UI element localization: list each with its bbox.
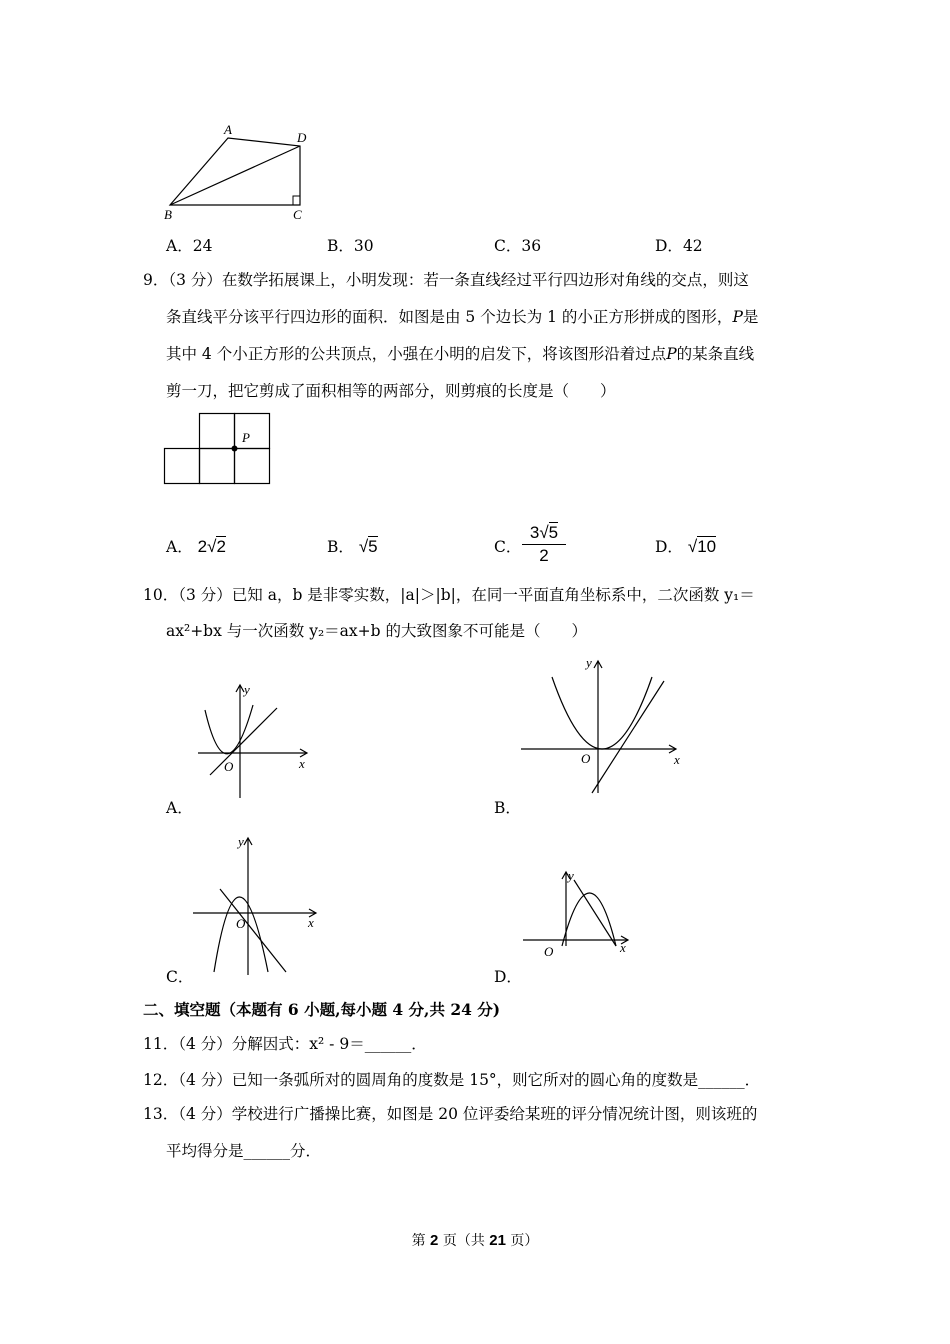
q10-graph-d xyxy=(520,866,640,966)
q10-option-a[interactable]: A． xyxy=(166,799,193,817)
q9-option-c-num-coef: 3 xyxy=(529,523,540,542)
q8-option-d-label: D． xyxy=(655,237,683,255)
q12-text: 已知一条弧所对的圆周角的度数是 15°，则它所对的圆心角的度数是______． xyxy=(231,1071,761,1089)
q9-number: 9． xyxy=(143,271,169,289)
q10-c-line xyxy=(220,889,286,972)
q10-line1 xyxy=(143,585,755,605)
q9-option-a-radicand: 2 xyxy=(216,537,226,556)
q8-option-c[interactable] xyxy=(494,236,541,256)
q10-c-x-label: x xyxy=(308,915,314,930)
q8-label-d: D xyxy=(297,130,307,145)
q8-right-angle-mark xyxy=(293,196,300,205)
q13-line2 xyxy=(166,1141,321,1161)
q9-option-b-radicand: 5 xyxy=(368,537,378,556)
section2-title: 二、填空题（本题有 6 小题,每小题 4 分,共 24 分) xyxy=(143,1000,501,1019)
q8-option-c-label: C． xyxy=(494,237,522,255)
footer-pre: 第 xyxy=(411,1233,431,1249)
footer-total-pages: 21 xyxy=(489,1232,506,1249)
q8-label-b: B xyxy=(164,207,172,222)
q9-option-c-fraction xyxy=(522,522,566,567)
q9-point-p-1: P xyxy=(732,308,743,326)
q10-option-d[interactable]: D． xyxy=(494,968,522,986)
q10-graph-c xyxy=(190,832,325,977)
q9-option-b-sqrt-sign: √ xyxy=(358,537,369,556)
q9-option-a-sqrt-sign: √ xyxy=(207,537,217,556)
q10-number: 10． xyxy=(143,586,179,604)
q13-score: （4 分） xyxy=(178,1105,232,1123)
q10-c-y-label: y xyxy=(238,834,244,849)
q13-text-line1: 学校进行广播操比赛，如图是 20 位评委给某班的评分情况统计图，则该班的 xyxy=(231,1105,758,1123)
q12-score: （4 分） xyxy=(178,1071,232,1089)
q8-option-b-label: B． xyxy=(327,237,354,255)
footer-mid: 页（共 xyxy=(438,1233,490,1249)
q8-option-d[interactable] xyxy=(655,236,703,256)
q11-number: 11． xyxy=(143,1035,179,1053)
q8-option-c-value: 36 xyxy=(521,237,542,255)
q13-line1 xyxy=(143,1104,757,1124)
q8-option-b[interactable] xyxy=(327,236,374,256)
footer-page-number: 2 xyxy=(430,1232,439,1249)
q10-score: （3 分） xyxy=(178,586,232,604)
q10-a-line xyxy=(210,708,277,775)
q9-option-b-label: B． xyxy=(327,538,354,556)
q8-label-c: C xyxy=(293,207,302,222)
q9-option-c-label: C． xyxy=(494,538,522,556)
q10-a-parabola xyxy=(205,705,253,754)
q8-option-a-value: 24 xyxy=(192,237,213,255)
q8-option-a[interactable] xyxy=(166,236,212,256)
q10-b-parabola xyxy=(552,677,652,749)
q9-option-d-radicand: 10 xyxy=(697,537,717,556)
q8-quadrilateral-figure xyxy=(160,120,320,225)
q9-square-top-mid xyxy=(200,414,235,449)
q9-option-c-denominator: 2 xyxy=(539,546,549,565)
q10-line2 xyxy=(166,621,587,641)
q10-b-line xyxy=(592,681,664,793)
q11-score: （4 分） xyxy=(178,1035,232,1053)
q9-text-line3b: 的某条直线 xyxy=(676,345,755,363)
q9-fig-label-p: P xyxy=(242,430,250,445)
q10-c-parabola xyxy=(214,897,268,972)
q8-label-a: A xyxy=(224,122,232,137)
q8-option-a-label: A． xyxy=(166,237,193,255)
q10-a-x-label: x xyxy=(299,756,305,771)
q9-option-d[interactable] xyxy=(655,537,716,557)
q9-option-c-numerator xyxy=(522,522,566,545)
page-footer xyxy=(0,1230,950,1250)
q10-option-c[interactable]: C． xyxy=(166,968,194,986)
q9-text-line2a: 条直线平分该平行四边形的面积．如图是由 5 个边长为 1 的小正方形拼成的图形， xyxy=(166,308,733,326)
q9-text-line1: 在数学拓展课上，小明发现：若一条直线经过平行四边形对角线的交点，则这 xyxy=(221,271,749,289)
q9-option-c-radicand: 5 xyxy=(548,523,559,542)
q9-text-line2b: 是 xyxy=(742,308,759,326)
q10-d-parabola xyxy=(562,893,616,946)
q10-option-b[interactable]: B． xyxy=(494,799,521,817)
q10-b-y-label: y xyxy=(586,655,592,670)
q9-square-bottom-left xyxy=(165,449,200,484)
footer-post: 页） xyxy=(505,1233,539,1249)
q9-score: （3 分） xyxy=(168,271,222,289)
q10-text2: ax²+bx 与一次函数 y₂＝ax+b 的大致图象不可能是（ ） xyxy=(166,622,587,640)
q9-line2 xyxy=(166,307,758,327)
q9-text-line3a: 其中 4 个小正方形的公共顶点，小强在小明的启发下，将该图形沿着过点 xyxy=(166,345,667,363)
q9-squares-figure xyxy=(163,411,273,486)
q9-square-bottom-right xyxy=(235,449,270,484)
q12-number: 12． xyxy=(143,1071,179,1089)
q9-option-d-label: D． xyxy=(655,538,683,556)
q11-text: 分解因式：x² ‑ 9＝______． xyxy=(231,1035,427,1053)
q9-option-a[interactable] xyxy=(166,537,226,557)
q13-text-line2: 平均得分是______分． xyxy=(166,1142,322,1160)
q9-line4 xyxy=(166,381,616,401)
q10-d-origin: O xyxy=(544,944,554,959)
q8-quadrilateral xyxy=(170,138,300,205)
q10-text1: 已知 a，b 是非零实数，|a|＞|b|，在同一平面直角坐标系中，二次函数 y₁＝ xyxy=(231,586,755,604)
q12 xyxy=(143,1070,760,1090)
q9-square-top-right xyxy=(235,414,270,449)
q10-d-line xyxy=(574,880,616,946)
q9-option-c[interactable] xyxy=(494,537,521,557)
q9-line3 xyxy=(166,344,754,364)
q9-line1 xyxy=(143,270,749,290)
q9-option-d-sqrt-sign: √ xyxy=(687,537,698,556)
q9-option-a-label: A． xyxy=(166,538,193,556)
q10-a-origin: O xyxy=(224,759,234,774)
q9-option-c-sqrt-sign: √ xyxy=(539,523,549,542)
q13-number: 13． xyxy=(143,1105,179,1123)
q9-point-p-dot xyxy=(232,446,238,452)
q8-option-d-value: 42 xyxy=(682,237,703,255)
q11 xyxy=(143,1034,427,1054)
q10-c-origin: O xyxy=(236,916,246,931)
q10-graph-a xyxy=(195,680,315,800)
q10-d-y-label: y xyxy=(568,868,574,883)
q8-option-b-value: 30 xyxy=(353,237,374,255)
q10-d-x-label: x xyxy=(620,940,626,955)
q10-graph-b xyxy=(518,655,688,795)
q10-b-origin: O xyxy=(581,751,591,766)
q9-option-b[interactable] xyxy=(327,537,378,557)
q9-text-line4: 剪一刀，把它剪成了面积相等的两部分，则剪痕的长度是（ ） xyxy=(166,382,616,400)
q9-square-bottom-mid xyxy=(200,449,235,484)
q10-b-x-label: x xyxy=(674,752,680,767)
q9-option-a-coef: 2 xyxy=(197,537,208,556)
q8-diagonal-bd xyxy=(170,146,300,205)
q10-a-y-label: y xyxy=(244,682,250,697)
q9-point-p-2: P xyxy=(666,345,677,363)
